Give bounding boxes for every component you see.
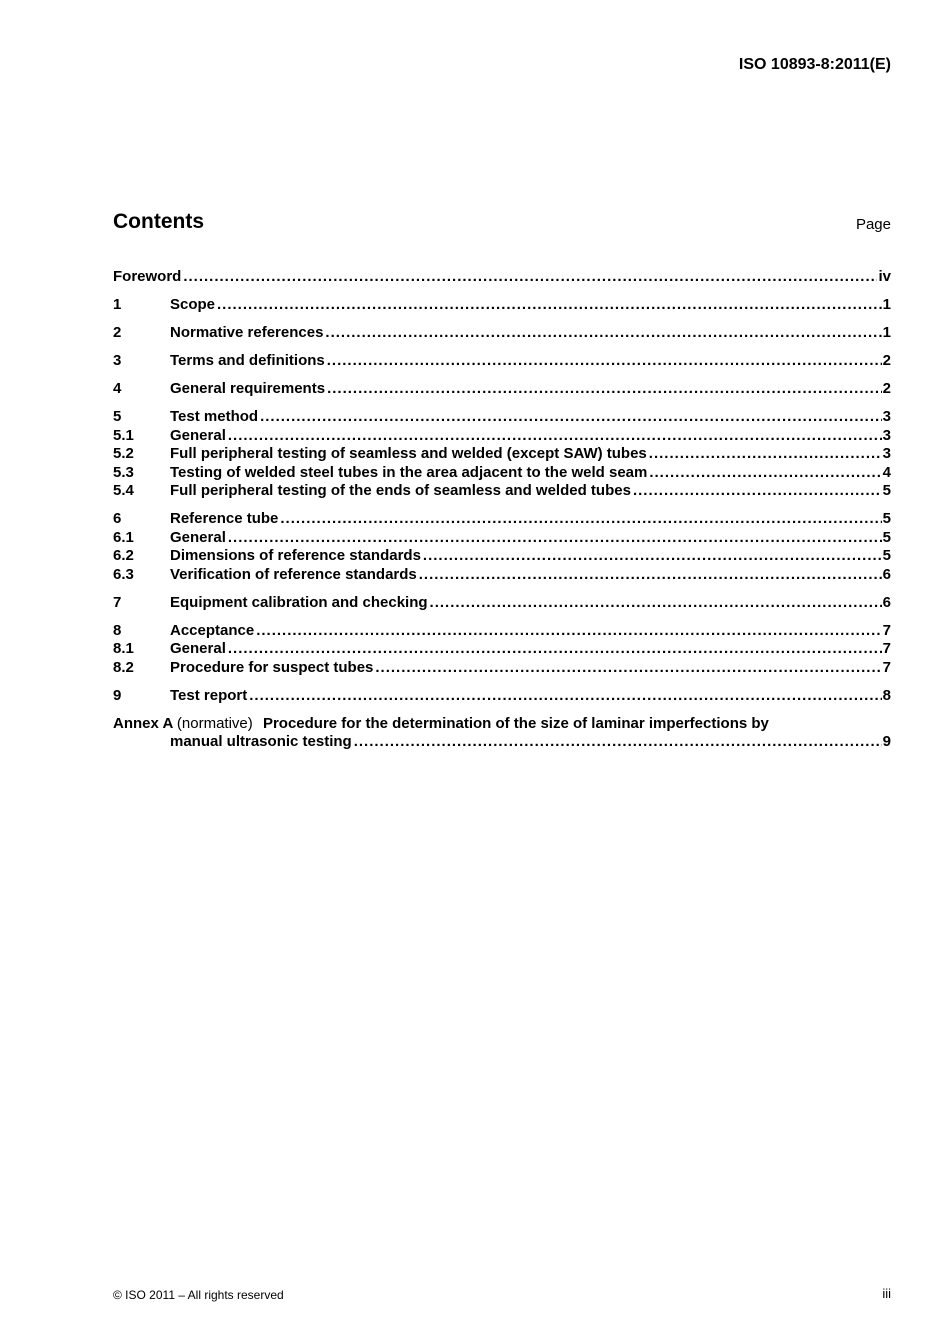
- toc-number: 5.4: [113, 482, 134, 499]
- toc-title: Dimensions of reference standards: [170, 547, 421, 564]
- toc-number: 8.2: [113, 658, 134, 676]
- toc-title: General: [170, 426, 226, 444]
- table-of-contents: [113, 268, 891, 752]
- dot-leader: [327, 352, 882, 371]
- toc-entry-section-3[interactable]: [113, 352, 891, 371]
- toc-entry-section-6-1[interactable]: [113, 529, 891, 548]
- toc-title: Procedure for suspect tubes: [170, 658, 374, 676]
- toc-entry-section-5-4[interactable]: [113, 482, 891, 501]
- toc-entry-section-6-2[interactable]: [113, 547, 891, 566]
- dot-leader: [256, 622, 881, 641]
- contents-heading: Contents: [113, 210, 204, 233]
- toc-title: Verification of reference standards: [170, 565, 417, 583]
- toc-number: 5.3: [113, 463, 134, 481]
- toc-page: 7: [882, 658, 891, 676]
- toc-title: Equipment calibration and checking: [170, 593, 428, 611]
- toc-page: 3: [882, 426, 891, 444]
- toc-page: iv: [878, 268, 891, 285]
- toc-page: 1: [882, 324, 891, 341]
- toc-page: 6: [882, 565, 891, 583]
- toc-title: Normative references: [170, 324, 324, 341]
- toc-number: 9: [113, 686, 122, 704]
- toc-number: 3: [113, 352, 122, 369]
- toc-title: General requirements: [170, 380, 326, 397]
- toc-page: 1: [882, 296, 891, 313]
- toc-title: Foreword: [113, 268, 182, 285]
- toc-page: 5: [882, 528, 891, 546]
- toc-entry-annex-a[interactable]: [113, 715, 891, 734]
- toc-page: 4: [882, 463, 891, 481]
- annex-page: 9: [882, 733, 891, 750]
- toc-page: 5: [882, 510, 891, 527]
- toc-page: 7: [882, 621, 891, 639]
- toc-number: 8.1: [113, 640, 134, 657]
- toc-entry-annex-a-continued[interactable]: [113, 733, 891, 752]
- toc-number: 5: [113, 408, 122, 425]
- toc-number: 8: [113, 621, 122, 639]
- dot-leader: [430, 594, 882, 613]
- toc-number: 5.1: [113, 426, 134, 444]
- toc-title: Test method: [170, 408, 259, 425]
- toc-entry-section-8[interactable]: [113, 622, 891, 641]
- document-code: ISO 10893-8:2011(E): [738, 56, 891, 73]
- toc-page: 3: [882, 408, 891, 425]
- dot-leader: [633, 482, 882, 501]
- dot-leader: [325, 324, 881, 343]
- toc-title: Testing of welded steel tubes in the area adjacent to the weld seam: [170, 463, 648, 481]
- toc-entry-section-7[interactable]: [113, 594, 891, 613]
- toc-page: 8: [882, 686, 891, 704]
- toc-page: 3: [882, 445, 891, 462]
- dot-leader: [649, 464, 881, 483]
- page-column-label: Page: [855, 216, 891, 233]
- toc-number: 6.2: [113, 547, 134, 564]
- annex-title-line2: manual ultrasonic testing: [170, 733, 352, 750]
- toc-number: 6.3: [113, 565, 134, 583]
- annex-title-line1: Procedure for the determination of the size of laminar imperfections by: [262, 714, 769, 732]
- toc-entry-section-2[interactable]: [113, 324, 891, 343]
- dot-leader: [183, 268, 877, 287]
- toc-title: Test report: [170, 686, 248, 704]
- toc-page: 5: [882, 547, 891, 564]
- toc-entry-section-5-2[interactable]: [113, 445, 891, 464]
- toc-entry-section-1[interactable]: [113, 296, 891, 315]
- dot-leader: [354, 733, 882, 752]
- dot-leader: [249, 687, 881, 706]
- toc-title: Acceptance: [170, 621, 255, 639]
- toc-entry-section-6-3[interactable]: [113, 566, 891, 585]
- toc-title: General: [170, 528, 226, 546]
- dot-leader: [419, 566, 882, 585]
- toc-page: 2: [882, 380, 891, 397]
- toc-title: General: [170, 640, 226, 657]
- dot-leader: [228, 640, 882, 659]
- toc-title: Full peripheral testing of seamless and welded (except SAW) tubes: [170, 445, 647, 462]
- toc-entry-section-9[interactable]: [113, 687, 891, 706]
- dot-leader: [649, 445, 882, 464]
- toc-page: 6: [882, 593, 891, 611]
- toc-entry-section-5[interactable]: [113, 408, 891, 427]
- dot-leader: [228, 529, 882, 548]
- toc-title: Reference tube: [170, 510, 279, 527]
- toc-entry-section-6[interactable]: [113, 510, 891, 529]
- dot-leader: [228, 427, 882, 446]
- annex-type: (normative): [176, 714, 253, 732]
- toc-entry-section-8-2[interactable]: [113, 659, 891, 678]
- toc-number: 1: [113, 296, 122, 313]
- dot-leader: [327, 380, 882, 399]
- page-number: iii: [882, 1286, 891, 1301]
- dot-leader: [280, 510, 881, 529]
- toc-number: 2: [113, 324, 122, 341]
- toc-title: Scope: [170, 296, 216, 313]
- toc-page: 7: [882, 640, 891, 657]
- toc-title: Full peripheral testing of the ends of seamless and welded tubes: [170, 482, 631, 499]
- toc-entry-section-4[interactable]: [113, 380, 891, 399]
- toc-number: 6.1: [113, 528, 134, 546]
- dot-leader: [423, 547, 882, 566]
- toc-number: 5.2: [113, 445, 134, 462]
- toc-entry-section-8-1[interactable]: [113, 640, 891, 659]
- toc-page: 5: [882, 482, 891, 499]
- toc-page: 2: [882, 352, 891, 369]
- dot-leader: [217, 296, 882, 315]
- toc-title: Terms and definitions: [170, 352, 325, 369]
- toc-number: 7: [113, 593, 122, 611]
- toc-entry-section-5-1[interactable]: [113, 427, 891, 446]
- toc-entry-section-5-3[interactable]: [113, 464, 891, 483]
- dot-leader: [260, 408, 882, 427]
- dot-leader: [375, 659, 881, 678]
- toc-entry-foreword[interactable]: [113, 268, 891, 287]
- toc-number: 4: [113, 380, 122, 397]
- toc-number: 6: [113, 510, 122, 527]
- annex-label: Annex A: [113, 714, 173, 732]
- copyright-notice: © ISO 2011 – All rights reserved: [113, 1288, 284, 1302]
